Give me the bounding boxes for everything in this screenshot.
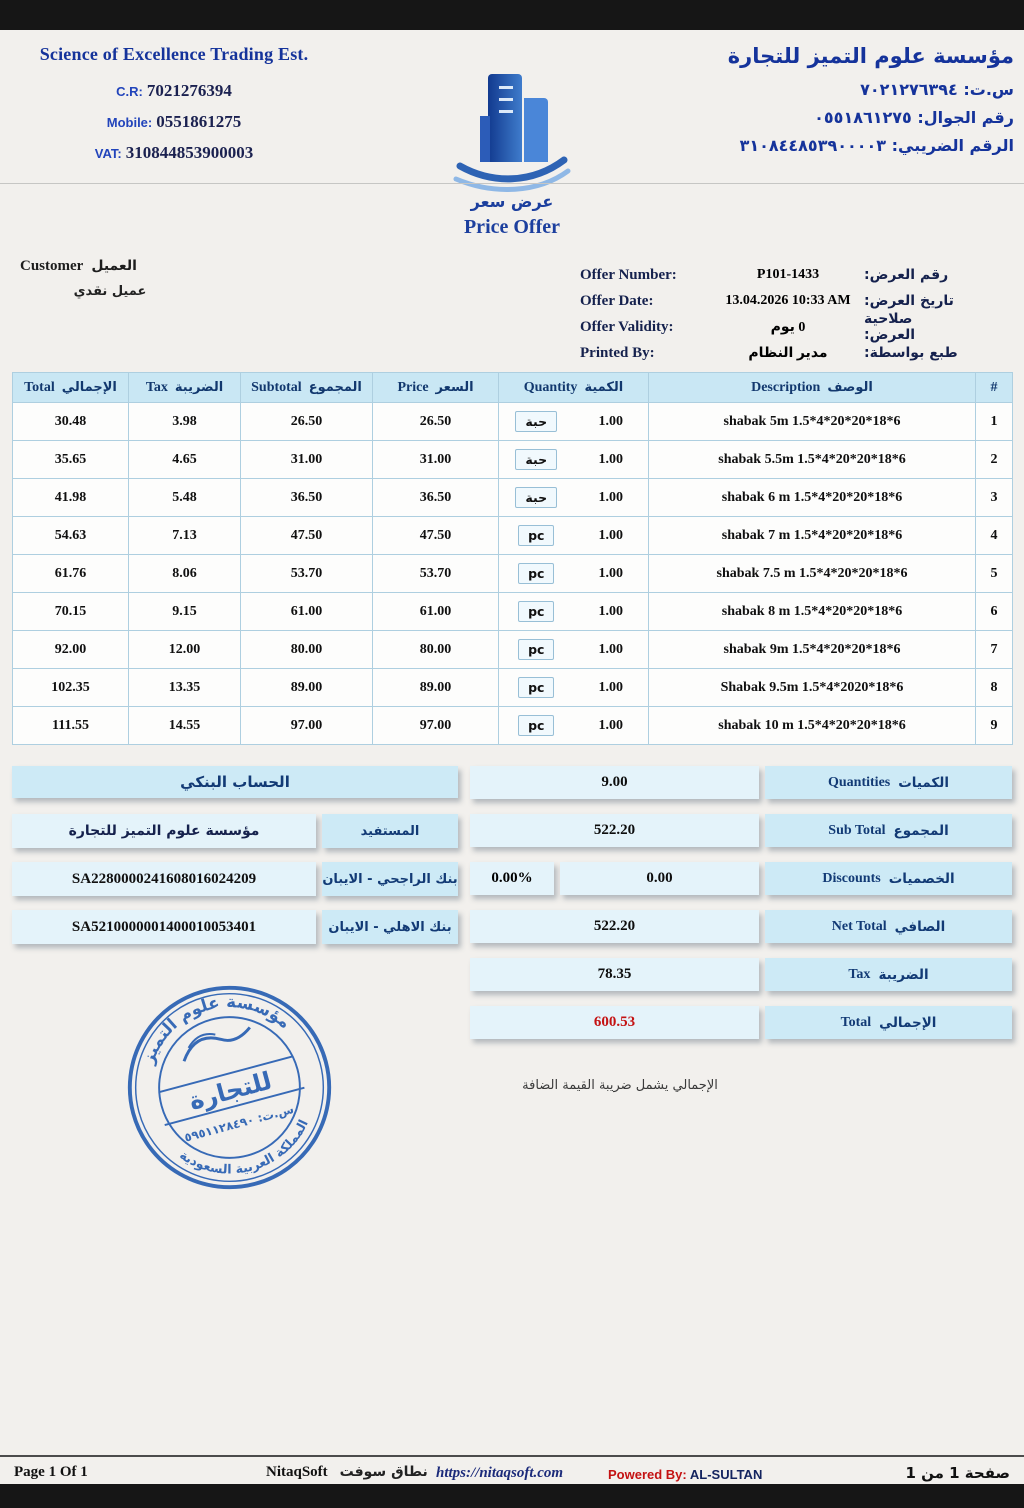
- item-description: shabak 9m 1.5*4*20*20*18*6: [649, 631, 976, 669]
- software-brand: [266, 1464, 428, 1481]
- offer-number-row: [580, 262, 962, 288]
- item-unit: حبة: [515, 487, 557, 508]
- subtotal-value: 522.20: [470, 814, 759, 847]
- grand-total-label-ar: الإجمالي: [879, 1014, 937, 1031]
- grand-total-value: 600.53: [470, 1006, 759, 1039]
- item-description: Shabak 9.5m 1.5*4*2020*18*6: [649, 669, 976, 707]
- item-total: 92.00: [13, 631, 129, 669]
- printed-by-label-en: Printed By:: [580, 344, 655, 361]
- net-total-label-en: Net Total: [831, 918, 887, 934]
- items-table: [12, 372, 1013, 745]
- company-name-ar: مؤسسة علوم التميز للتجارة: [727, 44, 1014, 68]
- item-quantity-cell: [499, 403, 649, 441]
- item-price: 26.50: [373, 403, 499, 441]
- tax-label: [765, 958, 1012, 991]
- mobile-line-en: [6, 112, 342, 132]
- col-subtotal-ar: المجموع: [308, 380, 362, 395]
- item-subtotal: 89.00: [241, 669, 373, 707]
- item-description: shabak 7 m 1.5*4*20*20*18*6: [649, 517, 976, 555]
- item-description: shabak 5.5m 1.5*4*20*20*18*6: [649, 441, 976, 479]
- ahli-iban-value: SA5210000001400010053401: [12, 910, 316, 944]
- scan-edge-top: [0, 0, 1024, 30]
- brand-name-ar: نطاق سوفت: [339, 1464, 428, 1480]
- subtotal-label-en: Sub Total: [828, 822, 886, 838]
- grand-total-label-en: Total: [840, 1014, 872, 1030]
- item-quantity-cell: [499, 631, 649, 669]
- item-number: 8: [976, 669, 1013, 707]
- subtotal-label-ar: المجموع: [893, 822, 949, 839]
- quantities-row: [470, 766, 1012, 799]
- item-row: [13, 593, 1013, 631]
- item-unit: حبة: [515, 449, 557, 470]
- col-tax-en: Tax: [145, 379, 168, 395]
- item-total: 70.15: [13, 593, 129, 631]
- beneficiary-label: المستفيد: [322, 814, 458, 848]
- item-subtotal: 31.00: [241, 441, 373, 479]
- item-unit: pc: [518, 715, 554, 736]
- offer-validity-label-en: Offer Validity:: [580, 318, 674, 335]
- item-row: [13, 517, 1013, 555]
- item-unit: pc: [518, 601, 554, 622]
- powered-by-label: Powered By:: [608, 1467, 687, 1482]
- item-price: 61.00: [373, 593, 499, 631]
- col-price-en: Price: [397, 379, 429, 395]
- items-header-row: [13, 373, 1013, 403]
- tax-label-ar: الضريبة: [878, 966, 929, 983]
- quantities-value: 9.00: [470, 766, 759, 799]
- items-table-wrapper: [12, 372, 1012, 745]
- item-total: 41.98: [13, 479, 129, 517]
- offer-date-value: 13.04.2026 10:33 AM: [725, 293, 851, 308]
- item-subtotal: 97.00: [241, 707, 373, 745]
- item-price: 36.50: [373, 479, 499, 517]
- item-number: 2: [976, 441, 1013, 479]
- cr-label: C.R:: [116, 84, 143, 99]
- col-qty-en: Quantity: [523, 379, 578, 395]
- item-row: [13, 669, 1013, 707]
- item-tax: 3.98: [129, 403, 241, 441]
- item-description: shabak 8 m 1.5*4*20*20*18*6: [649, 593, 976, 631]
- item-subtotal: 61.00: [241, 593, 373, 631]
- col-qty-ar: الكمية: [584, 380, 624, 395]
- mobile-label: Mobile:: [106, 115, 153, 130]
- document-header: [0, 32, 1024, 182]
- item-number: 7: [976, 631, 1013, 669]
- col-total-ar: الإجمالي: [61, 380, 117, 395]
- item-qty: 1.00: [598, 489, 623, 505]
- item-qty: 1.00: [598, 603, 623, 619]
- ahli-iban-row: [12, 910, 458, 944]
- cr-value: 7021276394: [146, 81, 232, 100]
- page-number-ar: صفحة 1 من 1: [905, 1464, 1010, 1482]
- net-total-value: 522.20: [470, 910, 759, 943]
- col-header-total: [13, 373, 129, 403]
- item-unit: pc: [518, 639, 554, 660]
- company-info-ar: [684, 44, 1014, 164]
- tax-label-en: Tax: [848, 966, 871, 982]
- tax-value: 78.35: [470, 958, 759, 991]
- grand-total-label: [765, 1006, 1012, 1039]
- item-qty: 1.00: [598, 413, 623, 429]
- customer-name: عميل نقدي: [73, 284, 147, 299]
- item-row: [13, 441, 1013, 479]
- item-subtotal: 80.00: [241, 631, 373, 669]
- item-quantity-cell: [499, 555, 649, 593]
- mobile-line-ar: رقم الجوال: ٠٥٥١٨٦١٢٧٥: [814, 108, 1014, 127]
- item-tax: 12.00: [129, 631, 241, 669]
- item-unit: حبة: [515, 411, 557, 432]
- col-subtotal-en: Subtotal: [251, 379, 302, 395]
- title-arabic: عرض سعر: [470, 192, 554, 211]
- discounts-value: 0.00: [560, 862, 759, 895]
- vat-included-note: الإجمالي يشمل ضريبة القيمة الضافة: [522, 1078, 718, 1093]
- item-quantity-cell: [499, 593, 649, 631]
- col-desc-ar: الوصف: [827, 380, 873, 395]
- customer-label-en: Customer: [20, 258, 84, 274]
- item-quantity-cell: [499, 669, 649, 707]
- item-total: 102.35: [13, 669, 129, 707]
- item-qty: 1.00: [598, 451, 623, 467]
- item-tax: 4.65: [129, 441, 241, 479]
- net-total-row: [470, 910, 1012, 943]
- stamp-cr-text: س.ت: ٥٩٥١١٢٨٤٩٠: [182, 1101, 296, 1145]
- offer-info-section: [580, 262, 962, 366]
- vat-value: 310844853900003: [125, 143, 254, 162]
- item-total: 35.65: [13, 441, 129, 479]
- discounts-label-en: Discounts: [822, 870, 881, 886]
- item-tax: 13.35: [129, 669, 241, 707]
- document-title: [0, 192, 1024, 239]
- ahli-iban-label: بنك الاهلي - الايبان: [322, 910, 458, 944]
- quantities-label: [765, 766, 1012, 799]
- printed-by-row: [580, 340, 962, 366]
- footer-divider: [0, 1455, 1024, 1457]
- totals-section: [470, 766, 1012, 1054]
- discount-percent: 0.00%: [470, 862, 554, 895]
- offer-validity-value: 0 يوم: [770, 319, 806, 335]
- item-price: 89.00: [373, 669, 499, 707]
- item-row: [13, 707, 1013, 745]
- col-header-quantity: [499, 373, 649, 403]
- item-price: 31.00: [373, 441, 499, 479]
- software-url: https://nitaqsoft.com: [436, 1465, 564, 1481]
- item-quantity-cell: [499, 517, 649, 555]
- quantities-label-ar: الكميات: [898, 774, 949, 791]
- rajhi-iban-label: بنك الراجحي - الايبان: [322, 862, 458, 896]
- item-price: 53.70: [373, 555, 499, 593]
- page-number-en: Page 1 Of 1: [14, 1464, 88, 1480]
- item-number: 9: [976, 707, 1013, 745]
- item-total: 54.63: [13, 517, 129, 555]
- col-header-subtotal: [241, 373, 373, 403]
- item-tax: 14.55: [129, 707, 241, 745]
- cr-line-en: [6, 81, 342, 101]
- item-qty: 1.00: [598, 679, 623, 695]
- item-number: 5: [976, 555, 1013, 593]
- rajhi-iban-row: [12, 862, 458, 896]
- printed-by-value: مدير النظام: [748, 345, 828, 361]
- item-qty: 1.00: [598, 565, 623, 581]
- beneficiary-value: مؤسسة علوم التميز للتجارة: [12, 814, 316, 848]
- item-subtotal: 36.50: [241, 479, 373, 517]
- discounts-row: [470, 862, 1012, 895]
- tax-row: [470, 958, 1012, 991]
- cr-line-ar: س.ت: ٧٠٢١٢٧٦٣٩٤: [860, 80, 1014, 99]
- subtotal-label: [765, 814, 1012, 847]
- subtotal-row: [470, 814, 1012, 847]
- offer-date-label-en: Offer Date:: [580, 292, 654, 309]
- item-row: [13, 479, 1013, 517]
- item-qty: 1.00: [598, 717, 623, 733]
- item-subtotal: 26.50: [241, 403, 373, 441]
- col-tax-ar: الضريبة: [174, 380, 224, 395]
- item-tax: 7.13: [129, 517, 241, 555]
- item-unit: pc: [518, 525, 554, 546]
- net-total-label-ar: الصافي: [894, 918, 946, 935]
- item-qty: 1.00: [598, 641, 623, 657]
- item-quantity-cell: [499, 479, 649, 517]
- item-number: 6: [976, 593, 1013, 631]
- col-header-price: [373, 373, 499, 403]
- item-total: 111.55: [13, 707, 129, 745]
- discounts-label-ar: الخصميات: [888, 870, 955, 887]
- col-desc-en: Description: [751, 379, 821, 395]
- header-divider: [0, 183, 1024, 184]
- item-quantity-cell: [499, 707, 649, 745]
- company-name-en: Science of Excellence Trading Est.: [39, 44, 309, 64]
- item-description: shabak 6 m 1.5*4*20*20*18*6: [649, 479, 976, 517]
- stamp-top-text: مؤسسة علوم التميز: [138, 992, 295, 1067]
- item-number: 1: [976, 403, 1013, 441]
- bank-section: [12, 766, 458, 958]
- offer-validity-label-ar: صلاحية العرض:: [864, 311, 916, 343]
- item-tax: 9.15: [129, 593, 241, 631]
- item-subtotal: 47.50: [241, 517, 373, 555]
- offer-number-value: P101-1433: [756, 267, 820, 282]
- vat-line-ar: الرقم الضريبي: ٣١٠٨٤٤٨٥٣٩٠٠٠٠٣: [739, 136, 1014, 155]
- scan-edge-bottom: [0, 1484, 1024, 1508]
- offer-number-label-ar: رقم العرض:: [864, 267, 949, 283]
- item-number: 4: [976, 517, 1013, 555]
- item-total: 30.48: [13, 403, 129, 441]
- company-info-en: [6, 44, 342, 174]
- mobile-value: 0551861275: [156, 112, 242, 131]
- item-price: 47.50: [373, 517, 499, 555]
- beneficiary-row: [12, 814, 458, 848]
- item-row: [13, 403, 1013, 441]
- customer-label-ar: العميل: [91, 258, 137, 274]
- customer-label: [20, 258, 200, 275]
- quantities-label-en: Quantities: [828, 774, 891, 790]
- items-table-body: [13, 403, 1013, 745]
- item-qty: 1.00: [598, 527, 623, 543]
- item-quantity-cell: [499, 441, 649, 479]
- printed-by-label-ar: طبع بواسطة:: [864, 345, 958, 361]
- item-row: [13, 631, 1013, 669]
- vat-label: VAT:: [94, 146, 122, 161]
- powered-by-value: AL-SULTAN: [689, 1467, 763, 1482]
- item-tax: 8.06: [129, 555, 241, 593]
- item-price: 97.00: [373, 707, 499, 745]
- item-number: 3: [976, 479, 1013, 517]
- item-price: 80.00: [373, 631, 499, 669]
- rajhi-iban-value: SA2280000241608016024209: [12, 862, 316, 896]
- bank-section-title: الحساب البنكي: [12, 766, 458, 798]
- col-header-number: #: [976, 373, 1013, 403]
- stamp-band-text: للتجارة: [185, 1065, 275, 1116]
- col-price-ar: السعر: [435, 380, 474, 395]
- item-row: [13, 555, 1013, 593]
- item-description: shabak 5m 1.5*4*20*20*18*6: [649, 403, 976, 441]
- powered-by: [608, 1467, 762, 1482]
- col-header-tax: [129, 373, 241, 403]
- vat-line-en: [6, 143, 342, 163]
- customer-section: [20, 258, 200, 299]
- offer-validity-row: [580, 311, 962, 343]
- offer-number-label-en: Offer Number:: [580, 266, 677, 283]
- item-description: shabak 7.5 m 1.5*4*20*20*18*6: [649, 555, 976, 593]
- item-unit: pc: [518, 677, 554, 698]
- col-total-en: Total: [24, 379, 55, 395]
- net-total-label: [765, 910, 1012, 943]
- col-header-description: [649, 373, 976, 403]
- brand-name-en: NitaqSoft: [266, 1464, 328, 1480]
- offer-date-label-ar: تاريخ العرض:: [864, 293, 954, 309]
- item-description: shabak 10 m 1.5*4*20*20*18*6: [649, 707, 976, 745]
- discounts-label: [765, 862, 1012, 895]
- item-unit: pc: [518, 563, 554, 584]
- grand-total-row: [470, 1006, 1012, 1039]
- item-tax: 5.48: [129, 479, 241, 517]
- item-total: 61.76: [13, 555, 129, 593]
- company-stamp: [98, 956, 361, 1219]
- item-subtotal: 53.70: [241, 555, 373, 593]
- stamp-bottom-text: المملكة العربية السعودية: [177, 1117, 311, 1177]
- title-english: Price Offer: [463, 216, 561, 238]
